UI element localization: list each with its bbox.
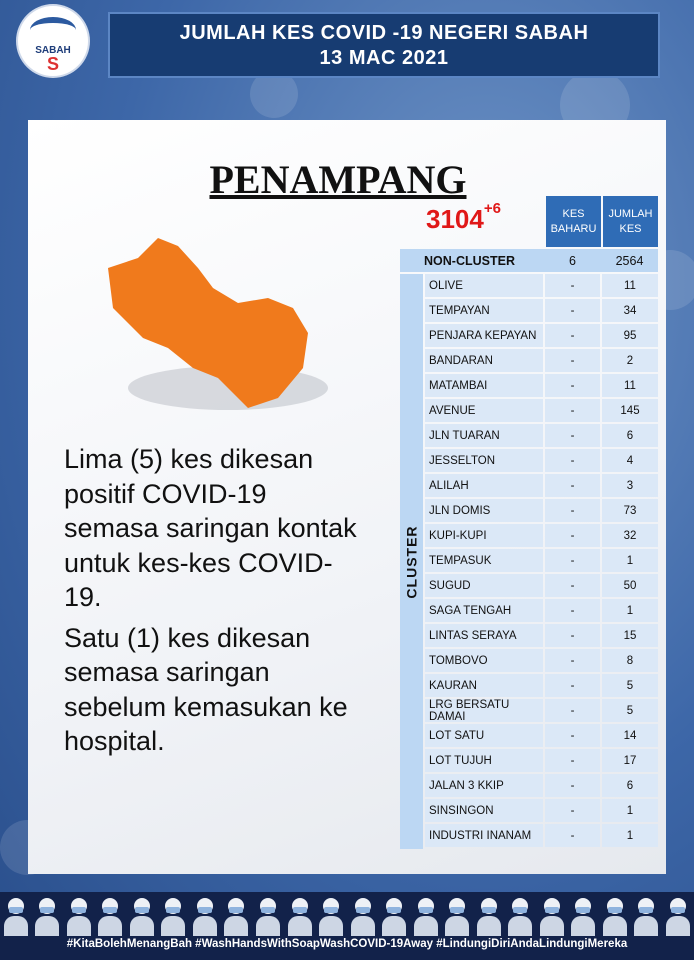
- column-header-new: KES BAHARU: [546, 196, 601, 247]
- cluster-new: -: [545, 774, 600, 797]
- non-cluster-total: 2564: [615, 253, 644, 268]
- cluster-name: SINSINGON: [425, 799, 543, 822]
- cluster-new: -: [545, 324, 600, 347]
- person-icon: [351, 896, 375, 936]
- person-icon: [508, 896, 532, 936]
- cluster-total: 8: [602, 649, 658, 672]
- table-row: [425, 674, 658, 697]
- cluster-name: SUGUD: [425, 574, 543, 597]
- cluster-name: KAURAN: [425, 674, 543, 697]
- cluster-total: 95: [602, 324, 658, 347]
- person-icon: [67, 896, 91, 936]
- table-row: [425, 299, 658, 322]
- cluster-total: 5: [602, 674, 658, 697]
- cluster-new: -: [545, 474, 600, 497]
- cluster-name: AVENUE: [425, 399, 543, 422]
- cluster-total: 6: [602, 424, 658, 447]
- cluster-name: SAGA TENGAH: [425, 599, 543, 622]
- cluster-new: -: [545, 299, 600, 322]
- table-row: [425, 524, 658, 547]
- total-increase: +6: [483, 200, 501, 217]
- frontliner-figures: [0, 896, 694, 938]
- cluster-new: -: [545, 574, 600, 597]
- table-row: [425, 274, 658, 297]
- table-row: [425, 499, 658, 522]
- cluster-name: JALAN 3 KKIP: [425, 774, 543, 797]
- cluster-name: OLIVE: [425, 274, 543, 297]
- cluster-total: 2: [602, 349, 658, 372]
- cluster-total: 50: [602, 574, 658, 597]
- description-paragraph-2: Satu (1) kes dikesan semasa saringan sebelum kemasukan ke hospital.: [64, 622, 348, 756]
- footer-banner: [0, 892, 694, 960]
- table-row: [425, 649, 658, 672]
- table-row: [425, 549, 658, 572]
- cluster-new: -: [545, 699, 600, 722]
- cluster-total: 1: [602, 799, 658, 822]
- cluster-total: 1: [602, 599, 658, 622]
- cluster-total: 32: [602, 524, 658, 547]
- person-icon: [130, 896, 154, 936]
- table-row: [425, 399, 658, 422]
- person-icon: [256, 896, 280, 936]
- total-value: 3104: [426, 204, 484, 234]
- person-icon: [571, 896, 595, 936]
- cluster-name: JESSELTON: [425, 449, 543, 472]
- cluster-new: -: [545, 399, 600, 422]
- non-cluster-label: NON-CLUSTER: [424, 253, 515, 268]
- logo-text: SABAH: [35, 44, 71, 56]
- table-row: [425, 599, 658, 622]
- header-title: JUMLAH KES COVID -19 NEGERI SABAH: [179, 22, 589, 44]
- penampang-map-icon: [98, 228, 338, 428]
- cluster-new: -: [545, 274, 600, 297]
- cluster-name: TEMPASUK: [425, 549, 543, 572]
- table-row: [425, 774, 658, 797]
- person-icon: [4, 896, 28, 936]
- case-description: [64, 442, 364, 759]
- cluster-new: -: [545, 374, 600, 397]
- header-date: 13 MAC 2021: [319, 47, 449, 69]
- cluster-new: -: [545, 799, 600, 822]
- cluster-name: LOT TUJUH: [425, 749, 543, 772]
- table-row: [425, 699, 658, 722]
- cluster-name: BANDARAN: [425, 349, 543, 372]
- person-icon: [603, 896, 627, 936]
- table-row: [425, 749, 658, 772]
- person-icon: [634, 896, 658, 936]
- sabah-logo-icon: [30, 17, 76, 43]
- cluster-new: -: [545, 824, 600, 847]
- cluster-total: 3: [602, 474, 658, 497]
- cluster-name: KUPI-KUPI: [425, 524, 543, 547]
- district-title: PENAMPANG: [209, 157, 467, 202]
- table-row: [425, 449, 658, 472]
- footer-hashtags: #KitaBolehMenangBah #WashHandsWithSoapWashCOVID-19Away #LindungiDiriAndaLindungiMereka: [66, 938, 628, 950]
- table-row: [425, 474, 658, 497]
- person-icon: [193, 896, 217, 936]
- cluster-new: -: [545, 424, 600, 447]
- cluster-total: 1: [602, 824, 658, 847]
- cluster-name: LINTAS SERAYA: [425, 624, 543, 647]
- cluster-total: 4: [602, 449, 658, 472]
- table-row: [425, 374, 658, 397]
- table-row: [425, 424, 658, 447]
- person-icon: [319, 896, 343, 936]
- cluster-new: -: [545, 599, 600, 622]
- table-row: [425, 799, 658, 822]
- person-icon: [445, 896, 469, 936]
- cluster-total: 6: [602, 774, 658, 797]
- cluster-name: JLN DOMIS: [425, 499, 543, 522]
- description-paragraph-1: Lima (5) kes dikesan positif COVID-19 semasa saringan kontak untuk kes-kes COVID-19.: [64, 444, 357, 612]
- cluster-new: -: [545, 749, 600, 772]
- cluster-name: LOT SATU: [425, 724, 543, 747]
- person-icon: [382, 896, 406, 936]
- person-icon: [35, 896, 59, 936]
- person-icon: [666, 896, 690, 936]
- info-panel: [28, 120, 666, 874]
- non-cluster-row: [400, 249, 658, 272]
- table-row: [425, 324, 658, 347]
- cluster-total: 73: [602, 499, 658, 522]
- table-row: [425, 624, 658, 647]
- cluster-total: 5: [602, 699, 658, 722]
- cluster-new: -: [545, 649, 600, 672]
- person-icon: [540, 896, 564, 936]
- cluster-total: 145: [602, 399, 658, 422]
- cluster-name: INDUSTRI INANAM: [425, 824, 543, 847]
- cluster-total: 34: [602, 299, 658, 322]
- cluster-total: 11: [602, 374, 658, 397]
- table-row: [425, 724, 658, 747]
- cluster-label-text: CLUSTER: [403, 524, 420, 599]
- sabah-logo: [18, 6, 88, 76]
- column-header-total: JUMLAH KES: [603, 196, 658, 247]
- cluster-new: -: [545, 624, 600, 647]
- table-row: [425, 349, 658, 372]
- non-cluster-new: 6: [569, 253, 576, 268]
- cluster-label: [400, 274, 423, 849]
- cluster-name: ALILAH: [425, 474, 543, 497]
- cluster-total: 14: [602, 724, 658, 747]
- cluster-new: -: [545, 349, 600, 372]
- cluster-new: -: [545, 674, 600, 697]
- cluster-name: LRG BERSATU DAMAI: [425, 699, 543, 722]
- cluster-name: TOMBOVO: [425, 649, 543, 672]
- person-icon: [224, 896, 248, 936]
- cluster-table: [425, 274, 658, 849]
- cluster-new: -: [545, 524, 600, 547]
- table-row: [425, 824, 658, 847]
- cluster-new: -: [545, 724, 600, 747]
- person-icon: [98, 896, 122, 936]
- cluster-total: 15: [602, 624, 658, 647]
- header-banner: [108, 12, 660, 78]
- cluster-new: -: [545, 549, 600, 572]
- logo-s-icon: S: [46, 53, 59, 74]
- person-icon: [477, 896, 501, 936]
- cluster-name: TEMPAYAN: [425, 299, 543, 322]
- cluster-total: 11: [602, 274, 658, 297]
- cluster-new: -: [545, 499, 600, 522]
- person-icon: [161, 896, 185, 936]
- cluster-name: PENJARA KEPAYAN: [425, 324, 543, 347]
- cluster-name: MATAMBAI: [425, 374, 543, 397]
- cluster-total: 17: [602, 749, 658, 772]
- total-cases: [426, 200, 501, 235]
- person-icon: [414, 896, 438, 936]
- person-icon: [288, 896, 312, 936]
- table-row: [425, 574, 658, 597]
- cluster-total: 1: [602, 549, 658, 572]
- cluster-name: JLN TUARAN: [425, 424, 543, 447]
- cluster-new: -: [545, 449, 600, 472]
